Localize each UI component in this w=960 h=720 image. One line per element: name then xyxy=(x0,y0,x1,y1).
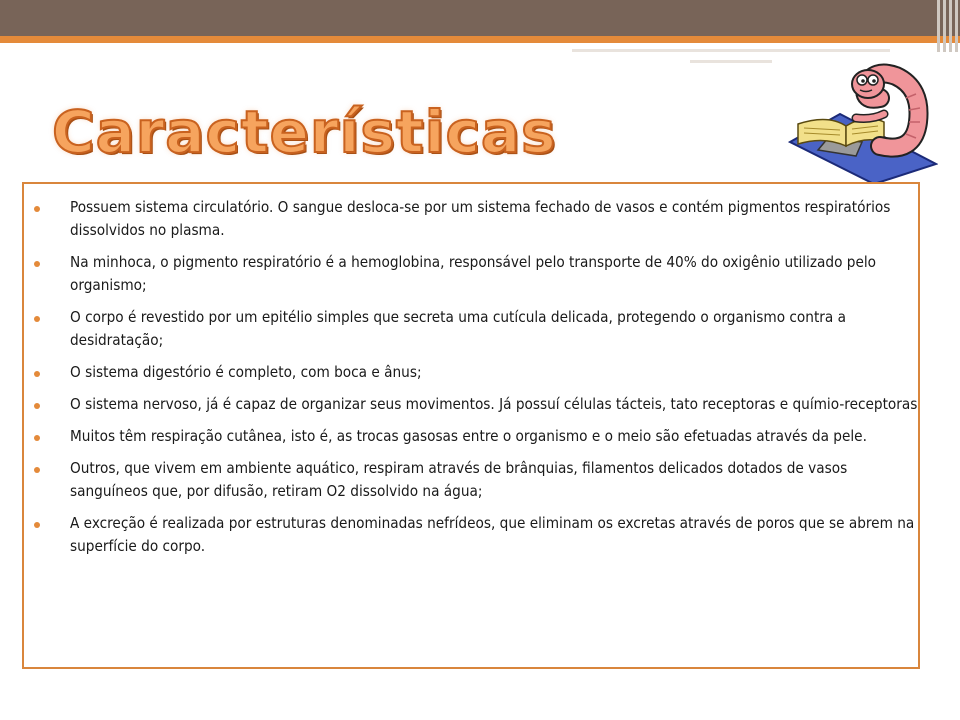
list-item xyxy=(28,251,918,297)
bullet-icon xyxy=(34,371,40,377)
list-item xyxy=(28,393,918,416)
bullet-text: O sistema digestório é completo, com boca e ânus; xyxy=(70,363,422,381)
bullet-text: A excreção é realizada por estruturas denominadas nefrídeos, que eliminam os excretas através de poros que se abrem na superfície do corpo. xyxy=(70,514,915,555)
bullet-text: Outros, que vivem em ambiente aquático, respiram através de brânquias, filamentos delicados dotados de vasos sanguíneos que, por difusão, retiram O2 dissolvido na água; xyxy=(70,459,848,500)
decorative-line xyxy=(572,49,890,52)
bullet-text: Possuem sistema circulatório. O sangue desloca-se por um sistema fechado de vasos e contém pigmentos respiratórios dissolvidos no plasma. xyxy=(70,198,891,239)
list-item xyxy=(28,361,918,384)
top-band xyxy=(0,0,960,36)
list-item xyxy=(28,512,918,558)
bullet-icon xyxy=(34,467,40,473)
bullet-icon xyxy=(34,261,40,267)
list-item xyxy=(28,196,918,242)
list-item xyxy=(28,457,918,503)
bullet-text: O sistema nervoso, já é capaz de organizar seus movimentos. Já possuí células tácteis, tato receptoras e químio-receptoras xyxy=(70,395,918,413)
accent-stripe xyxy=(0,36,960,43)
decorative-edge-lines xyxy=(934,0,958,52)
bullet-text: O corpo é revestido por um epitélio simples que secreta uma cutícula delicada, protegendo o organismo contra a desidratação; xyxy=(70,308,846,349)
bullet-icon xyxy=(34,403,40,409)
list-item xyxy=(28,425,918,448)
bullet-text: Muitos têm respiração cutânea, isto é, as trocas gasosas entre o organismo e o meio são efetuadas através da pele. xyxy=(70,427,867,445)
worm-reading-book-icon xyxy=(788,58,938,184)
bullet-icon xyxy=(34,522,40,528)
slide-title: Características xyxy=(52,98,557,166)
bullet-icon xyxy=(34,316,40,322)
decorative-line xyxy=(690,60,772,63)
bullet-icon xyxy=(34,435,40,441)
bullet-list xyxy=(28,196,918,567)
list-item xyxy=(28,306,918,352)
bullet-text: Na minhoca, o pigmento respiratório é a hemoglobina, responsável pelo transporte de 40% do oxigênio utilizado pelo organismo; xyxy=(70,253,877,294)
bullet-icon xyxy=(34,206,40,212)
